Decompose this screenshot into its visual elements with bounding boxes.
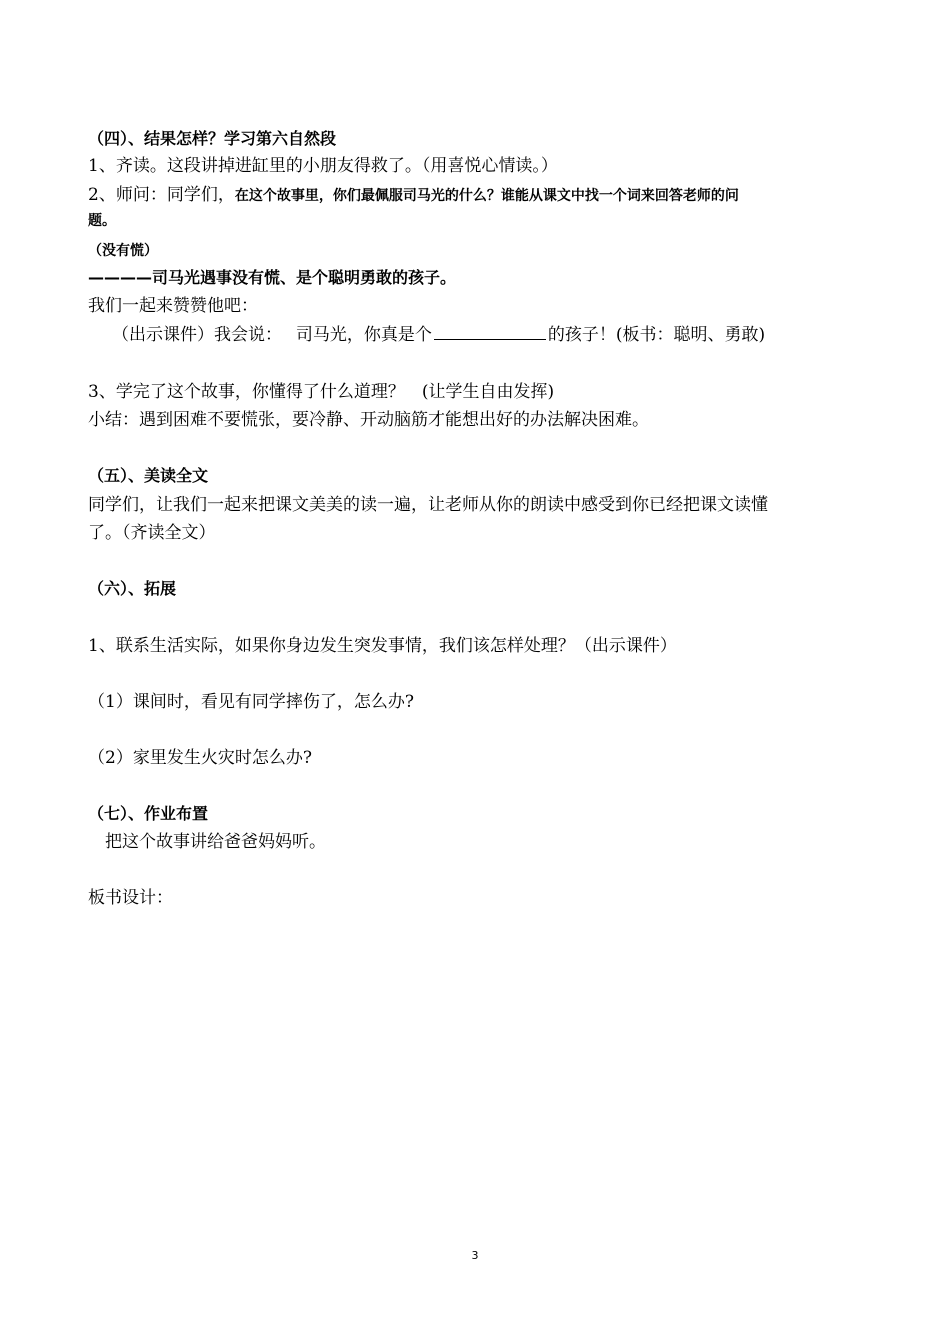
section-4-heading: （四）、结果怎样？学习第六自然段 — [88, 129, 337, 148]
courseware-suffix: 的孩子！(板书：聪明、勇敢) — [547, 325, 766, 345]
section-4-item-3: 3、学完了这个故事，你懂得了什么道理？ (让学生自由发挥) — [88, 382, 555, 402]
page-number: 3 — [471, 1249, 479, 1262]
section-5-heading: （五）、美读全文 — [88, 466, 209, 485]
section-4-summary: 小结：遇到困难不要慌张，要冷静、开动脑筋才能想出好的办法解决困难。 — [88, 410, 649, 430]
section-6-sub-2: （2）家里发生火灾时怎么办? — [88, 748, 312, 768]
section-6-item-1: 1、联系生活实际，如果你身边发生突发事情，我们该怎样处理？（出示课件） — [88, 636, 677, 656]
section-4-praise-intro: 我们一起来赞赞他吧： — [88, 296, 258, 316]
section-7-heading: （七）、作业布置 — [88, 804, 209, 823]
section-6-sub-1: （1）课间时，看见有同学摔伤了，怎么办? — [88, 692, 414, 712]
section-5-paragraph-line-1: 同学们，让我们一起来把课文美美的读一遍，让老师从你的朗读中感受到你已经把课文读懂 — [88, 495, 768, 515]
item-2-question: 在这个故事里，你们最佩服司马光的什么？谁能从课文中找一个词来回答老师的问 — [234, 188, 739, 204]
fill-in-blank — [434, 323, 546, 340]
section-4-item-2 — [88, 183, 739, 208]
section-6-heading: （六）、拓展 — [88, 579, 177, 598]
section-4-answer: （没有慌） — [88, 243, 158, 259]
section-7-task: 把这个故事讲给爸爸妈妈听。 — [105, 832, 326, 852]
item-2-prefix: 2、师问：同学们， — [88, 185, 235, 205]
section-4-conclusion: ————司马光遇事没有慌、是个聪明勇敢的孩子。 — [88, 268, 457, 287]
courseware-prefix: （出示课件）我会说： 司马光，你真是个 — [112, 325, 432, 345]
section-5-paragraph-line-2: 了。（齐读全文） — [88, 523, 216, 543]
section-4-item-2-continued: 题。 — [88, 213, 116, 229]
section-4-item-1: 1、齐读。这段讲掉进缸里的小朋友得救了。（用喜悦心情读。） — [88, 156, 558, 176]
section-4-courseware — [112, 323, 765, 347]
board-design-label: 板书设计： — [88, 888, 173, 908]
